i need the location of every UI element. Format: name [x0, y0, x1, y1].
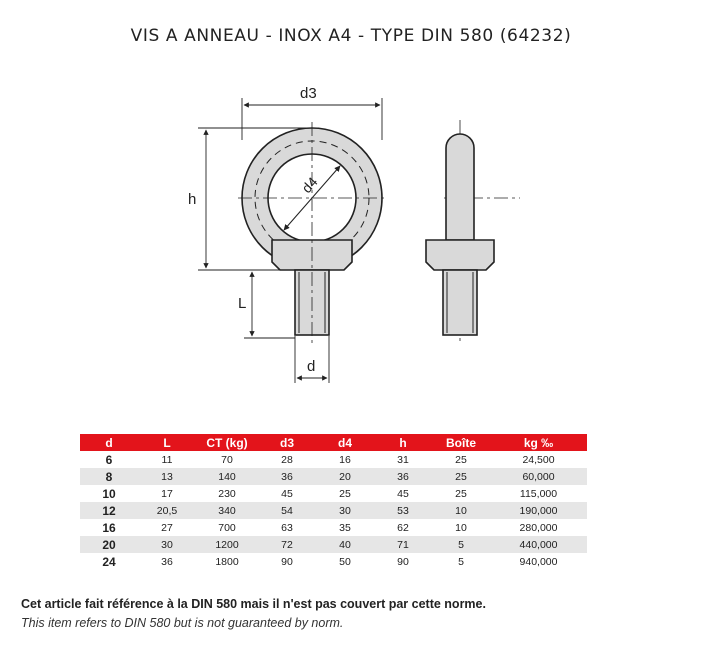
table-cell: 70: [221, 453, 233, 466]
table-cell: 24: [102, 554, 116, 569]
col-header: Boîte: [432, 434, 490, 451]
table-cell: 90: [397, 555, 409, 568]
table-cell: 230: [218, 487, 236, 500]
norm-note-english: This item refers to DIN 580 but is not guaranteed by norm.: [21, 616, 344, 630]
table-cell: 31: [397, 453, 409, 466]
table-cell: 30: [138, 536, 196, 553]
table-cell: 28: [281, 453, 293, 466]
table-cell: 62: [397, 521, 409, 534]
table-cell: 71: [374, 536, 432, 553]
table-cell: 35: [339, 521, 351, 534]
table-cell: 13: [138, 468, 196, 485]
table-cell: 16: [339, 453, 351, 466]
table-cell: 17: [161, 487, 173, 500]
col-header: kg ‰: [490, 434, 587, 451]
table-cell: 36: [374, 468, 432, 485]
table-cell: 700: [218, 521, 236, 534]
table-row: [80, 485, 587, 502]
table-cell: 20: [316, 468, 374, 485]
table-cell: 40: [316, 536, 374, 553]
table-cell: 6: [105, 452, 113, 467]
col-header: d: [80, 434, 138, 451]
table-cell: 36: [258, 468, 316, 485]
d4-label: d4: [298, 173, 321, 197]
h-label: h: [188, 191, 197, 208]
table-row: [80, 536, 587, 553]
table-cell: 27: [161, 521, 173, 534]
table-row: [80, 468, 587, 485]
table-header-row: [80, 434, 587, 451]
col-header: d3: [258, 434, 316, 451]
table-cell: 45: [281, 487, 293, 500]
d3-label: d3: [300, 85, 317, 102]
table-cell: 16: [102, 520, 116, 535]
col-header: CT (kg): [196, 434, 258, 451]
table-cell: 24,500: [522, 453, 555, 466]
table-cell: 25: [432, 468, 490, 485]
table-cell: 25: [455, 453, 467, 466]
table-cell: 25: [339, 487, 351, 500]
table-cell: 115,000: [519, 487, 558, 500]
L-label: L: [238, 295, 247, 312]
norm-note-french: Cet article fait référence à la DIN 580 mais il n'est pas couvert par cette norme.: [21, 597, 486, 611]
table-cell: 10: [455, 521, 467, 534]
table-cell: 12: [80, 502, 138, 519]
table-row: [80, 519, 587, 536]
table-cell: 63: [281, 521, 293, 534]
table-cell: 30: [316, 502, 374, 519]
table-cell: 72: [258, 536, 316, 553]
eye-bolt-drawing: [180, 80, 520, 390]
table-row: [80, 553, 587, 570]
table-cell: 280,000: [519, 521, 558, 534]
spec-table: [80, 434, 587, 570]
table-cell: 11: [161, 453, 173, 466]
table-cell: 140: [196, 468, 258, 485]
page-title: VIS A ANNEAU - INOX A4 - TYPE DIN 580 (64232): [130, 26, 572, 46]
table-cell: 1800: [215, 555, 239, 568]
table-cell: 20,5: [138, 502, 196, 519]
col-header: d4: [316, 434, 374, 451]
table-cell: 5: [458, 555, 464, 568]
col-header: L: [138, 434, 196, 451]
table-cell: 45: [397, 487, 409, 500]
table-row: [80, 451, 587, 468]
table-cell: 190,000: [490, 502, 587, 519]
table-cell: 940,000: [519, 555, 558, 568]
table-cell: 50: [339, 555, 351, 568]
table-cell: 1200: [196, 536, 258, 553]
table-cell: 340: [196, 502, 258, 519]
table-row: [80, 502, 587, 519]
side-view: [426, 134, 494, 335]
col-header: h: [374, 434, 432, 451]
table-cell: 20: [80, 536, 138, 553]
table-cell: 54: [258, 502, 316, 519]
table-cell: 90: [281, 555, 293, 568]
table-cell: 53: [374, 502, 432, 519]
table-cell: 440,000: [490, 536, 587, 553]
table-cell: 60,000: [490, 468, 587, 485]
table-cell: 36: [161, 555, 173, 568]
table-cell: 10: [432, 502, 490, 519]
table-cell: 25: [455, 487, 467, 500]
table-cell: 8: [80, 468, 138, 485]
d-label: d: [307, 358, 316, 375]
table-cell: 5: [432, 536, 490, 553]
table-cell: 10: [102, 486, 116, 501]
